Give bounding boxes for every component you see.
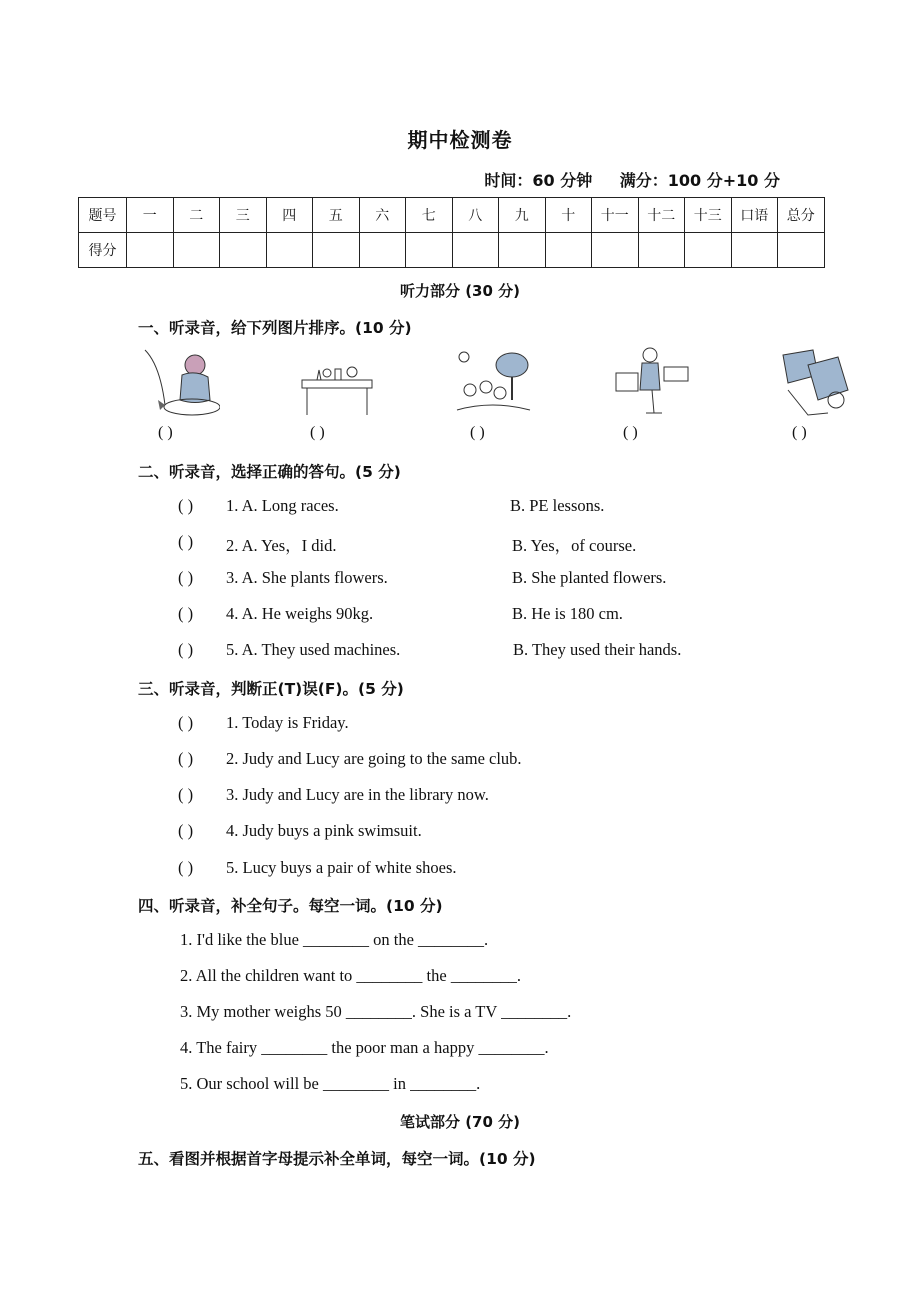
person-cleaning-sofa-icon — [612, 345, 692, 420]
listening-section-header: 听力部分 (30 分) — [399, 282, 521, 300]
score-cell[interactable] — [778, 233, 825, 268]
q2-option-b: B. They used their hands. — [513, 640, 682, 659]
q3-answer-paren[interactable]: ( ) — [178, 749, 194, 768]
q2-option-b: B. PE lessons. — [510, 496, 605, 515]
score-cell[interactable] — [685, 233, 732, 268]
q4-heading: 四、听录音，补全句子。每空一词。(10 分) — [138, 897, 443, 915]
q1-answer-paren-2[interactable]: ( ) — [310, 424, 325, 441]
children-picnic-icon — [452, 345, 532, 420]
fairy-tale-scene-icon — [778, 345, 858, 420]
q3-heading: 三、听录音，判断正(T)误(F)。(5 分) — [138, 680, 404, 698]
q1-answer-paren-3[interactable]: ( ) — [470, 424, 485, 441]
q2-option-b: B. He is 180 cm. — [512, 604, 623, 623]
table-with-items-icon — [297, 345, 377, 420]
q3-answer-paren[interactable]: ( ) — [178, 858, 194, 877]
score-cell[interactable] — [638, 233, 685, 268]
q2-answer-paren[interactable]: ( ) — [178, 496, 194, 515]
q4-sentence[interactable]: 2. All the children want to ________ the ________. — [180, 966, 521, 985]
time-info — [478, 168, 780, 191]
q3-statement: 5. Lucy buys a pair of white shoes. — [226, 858, 457, 877]
col-header: 七 — [406, 198, 453, 233]
score-cell[interactable] — [592, 233, 639, 268]
q3-answer-paren[interactable]: ( ) — [178, 785, 194, 804]
col-header: 四 — [266, 198, 313, 233]
col-header: 一 — [127, 198, 174, 233]
q3-statement: 4. Judy buys a pink swimsuit. — [226, 821, 422, 840]
score-cell[interactable] — [731, 233, 778, 268]
full-score: 满分：100 分+10 分 — [619, 171, 780, 190]
col-header: 五 — [313, 198, 360, 233]
score-cell[interactable] — [220, 233, 267, 268]
written-section-header: 笔试部分 (70 分) — [399, 1113, 521, 1131]
col-header: 九 — [499, 198, 546, 233]
q3-answer-paren[interactable]: ( ) — [178, 821, 194, 840]
score-cell[interactable] — [545, 233, 592, 268]
q2-option-a: 1. A. Long races. — [226, 496, 339, 515]
q4-sentence[interactable]: 4. The fairy ________ the poor man a happy ________. — [180, 1038, 549, 1057]
q4-sentence[interactable]: 1. I'd like the blue ________ on the ________. — [180, 930, 489, 949]
q2-option-a: 2. A. Yes，I did. — [226, 536, 337, 555]
q1-answer-paren-1[interactable]: ( ) — [158, 424, 173, 441]
q2-answer-paren[interactable]: ( ) — [178, 568, 194, 587]
col-header: 三 — [220, 198, 267, 233]
q5-heading: 五、看图并根据首字母提示补全单词，每空一词。(10 分) — [138, 1150, 536, 1168]
q2-answer-paren[interactable]: ( ) — [178, 604, 194, 623]
col-header: 口语 — [731, 198, 778, 233]
col-header: 十一 — [592, 198, 639, 233]
q3-statement: 3. Judy and Lucy are in the library now. — [226, 785, 489, 804]
q3-statement: 2. Judy and Lucy are going to the same club. — [226, 749, 522, 768]
col-header: 八 — [452, 198, 499, 233]
q4-sentence[interactable]: 3. My mother weighs 50 ________. She is a TV ________. — [180, 1002, 572, 1021]
q1-heading: 一、听录音，给下列图片排序。(10 分) — [138, 319, 412, 337]
score-cell[interactable] — [359, 233, 406, 268]
q2-option-a: 4. A. He weighs 90kg. — [226, 604, 374, 623]
score-cell[interactable] — [452, 233, 499, 268]
q2-option-b: B. Yes，of course. — [512, 536, 637, 555]
q4-sentence[interactable]: 5. Our school will be ________ in ________. — [180, 1074, 481, 1093]
score-cell[interactable] — [266, 233, 313, 268]
q3-statement: 1. Today is Friday. — [226, 713, 349, 732]
q2-heading: 二、听录音，选择正确的答句。(5 分) — [138, 463, 401, 481]
q2-option-a: 5. A. They used machines. — [226, 640, 401, 659]
page-title: 期中检测卷 — [407, 128, 513, 152]
q1-answer-paren-5[interactable]: ( ) — [792, 424, 807, 441]
col-header: 十二 — [638, 198, 685, 233]
score-cell[interactable] — [173, 233, 220, 268]
q2-answer-paren[interactable]: ( ) — [178, 532, 194, 551]
q2-option-a: 3. A. She plants flowers. — [226, 568, 388, 587]
time-limit: 时间：60 分钟 — [484, 171, 593, 190]
score-table-score-row — [79, 233, 825, 268]
col-header: 二 — [173, 198, 220, 233]
row-label-question: 题号 — [79, 198, 127, 233]
girl-fishing-icon — [140, 345, 220, 420]
col-header: 十三 — [685, 198, 732, 233]
q3-answer-paren[interactable]: ( ) — [178, 713, 194, 732]
col-header: 六 — [359, 198, 406, 233]
q2-option-b: B. She planted flowers. — [512, 568, 667, 587]
col-header: 十 — [545, 198, 592, 233]
score-cell[interactable] — [406, 233, 453, 268]
q1-answer-paren-4[interactable]: ( ) — [623, 424, 638, 441]
score-table-header-row — [79, 198, 825, 233]
row-label-score: 得分 — [79, 233, 127, 268]
col-header: 总分 — [778, 198, 825, 233]
q2-answer-paren[interactable]: ( ) — [178, 640, 194, 659]
score-table — [78, 197, 825, 268]
score-cell[interactable] — [313, 233, 360, 268]
score-cell[interactable] — [499, 233, 546, 268]
score-cell[interactable] — [127, 233, 174, 268]
